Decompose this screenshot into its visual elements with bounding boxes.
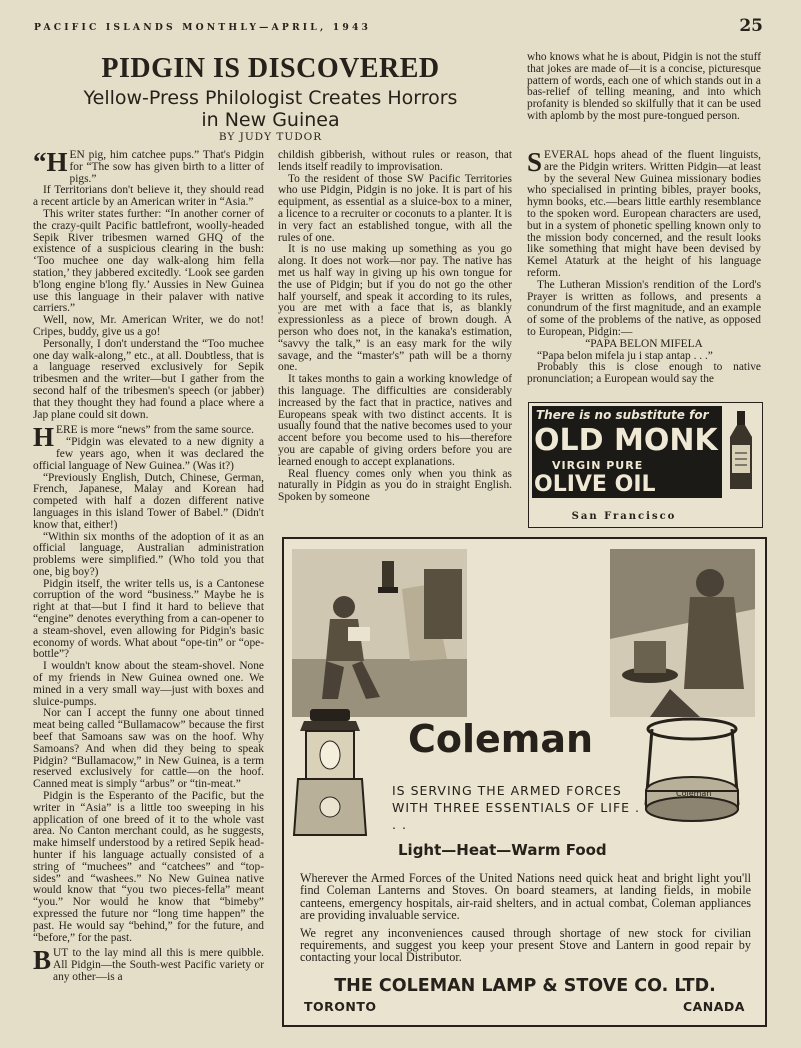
stove-label: Coleman [676, 789, 712, 798]
coleman-body [300, 872, 751, 969]
paragraph: BUT to the lay mind all this is mere quibble. All Pidgin—the South-west Pacific variety or any other—is a [33, 945, 264, 983]
paragraph: “PAPA BELON MIFELA [585, 337, 703, 350]
article-column-2 [278, 150, 512, 528]
paragraph: HERE is more “news” from the same source. [33, 422, 255, 453]
paragraph: Pidgin is the Esperanto of the Pacific, but the writer in “Asia” is a little too sweeping in his application of one breed of it to the whole vast area. No Canton merchant could, as he suggests, make himself understood by a retired Sepik head-hunter if his language actually consisted of a string of “muchees” and “catchees” and “top-sides” and “washees.” No New Guinea native would know that “you two pieces-fella” meant “you.” Nor would he know that “bimeby” expressed the future nor “long time happen” the past. He would say “behind,” for the future, and “before,” for the past. [33, 790, 264, 944]
article-subtitle [34, 87, 507, 131]
article-column-3 [527, 150, 761, 390]
old-monk-descriptor: VIRGIN PURE [552, 459, 644, 472]
coleman-logo: Coleman [408, 717, 594, 761]
old-monk-tagline: There is no substitute for [536, 408, 709, 422]
paragraph: Nor can I accept the funny one about tinned meat being called “Bullamacow” because the first beef that Samoans saw was on the hoof. Why Samoans? And when did they being to speak Pidgin? “Bullamacow,” in New Guinea, is a term reserved exclusively for cattle—on the hoof. Canned meat is simply “arbus” or “tin-meat.” [33, 707, 264, 791]
paragraph: Well, now, Mr. American Writer, we do not! Cripes, buddy, give us a go! [33, 314, 264, 338]
paragraph: Pidgin itself, the writer tells us, is a Cantonese corruption of the word “business.” Maybe he is right at that—but I find it hard to believe that “engine” denotes everything from a can-opener to a steam-shovel, even allowing for Pidgin's basic economy of words. What about “ope-tin” or “ope-bottle”? [33, 577, 264, 661]
paragraph: who knows what he is about, Pidgin is not the stuff that jokes are made of—it is a concise, picturesque pattern of words, each one of which stands out in a bas-relief of telling meaning, and into which profanity is blended so skilfully that it can be used with aplomb by the most pure-tongued person. [527, 52, 761, 122]
paragraph: “Previously English, Dutch, Chinese, German, French, Japanese, Malay and Korean had competed with half a dozen different native languages in this island Tower of Babel.” (Didn't know that, either!) [33, 471, 264, 531]
paragraph: Probably this is close enough to native pronunciation; a European would say the [527, 361, 761, 386]
article-title: PIDGIN IS DISCOVERED [101, 53, 440, 84]
running-head: PACIFIC ISLANDS MONTHLY—APRIL, 1943 [34, 22, 372, 33]
page-number: 25 [739, 16, 763, 36]
drop-cap: H [33, 422, 55, 453]
paragraph: The Lutheran Mission's rendition of the Lord's Prayer is written as follows, and presents a conundrum of the first magnitude, and an example of some of the problems of the native, as opposed to European, Pidgin:— [527, 278, 761, 338]
paragraph: I wouldn't know about the steam-shovel. None of my friends in New Guinea owned one. We mined in a very small way—just with boxes and sluice-pumps. [33, 660, 264, 708]
old-monk-brand: OLD MONK [534, 423, 718, 458]
soldier-reading-illustration [292, 549, 467, 717]
coleman-company-name: THE COLEMAN LAMP & STOVE CO. LTD. [334, 976, 716, 996]
coleman-ad [282, 537, 767, 1027]
article-column-3-top [527, 52, 761, 123]
paragraph: “Pidgin was elevated to a new dignity a few years ago, when it was declared the official language of New Guinea.” (Was it?) [33, 436, 264, 472]
coleman-stove-icon [632, 715, 752, 825]
old-monk-label-band [532, 406, 722, 498]
subtitle-line-1: Yellow-Press Philologist Creates Horrors [83, 87, 458, 109]
olive-oil-bottle-icon [726, 411, 756, 491]
old-monk-city: San Francisco [571, 511, 677, 522]
soldier-stove-illustration [610, 549, 755, 717]
coleman-city-left: TORONTO [304, 999, 377, 1014]
coleman-lantern-icon [290, 709, 370, 839]
paragraph: “Within six months of the adoption of it as an official language, Australian administration problems were simplified.” (Who told you that one, big boy?) [33, 530, 264, 578]
paragraph: SEVERAL hops ahead of the fluent linguists, are the Pidgin writers. Written Pidgin—at least by the several New Guinea missionary bodies who specialised in printing bibles, prayer books, hymn books, etc.—bears little earthly resemblance to the spoken word. European characters are used, but in a system of phonetic spelling known only to the mission body concerned, and the result looks like something that might have been devised by Kemel Ataturk at the height of his language reform. [527, 150, 761, 279]
byline: BY JUDY TUDOR [218, 131, 323, 143]
coleman-body-paragraph-2: We regret any inconveniences caused through shortage of new stock for civilian requirements, and suggest you keep your present Stove and Lantern in good repair by contacting your local Distributor. [300, 925, 751, 965]
drop-cap: B [33, 945, 52, 976]
paragraph: It takes months to gain a working knowledge of this language. The difficulties are considerably increased by the fact that in practice, natives and Europeans speak with two distinct accents. It is usually found that the native becomes used to your accent before you become used to his—therefore you are capable of giving orders before you are learned enough to accept explanations. [278, 373, 512, 468]
coleman-serving-text: IS SERVING THE ARMED FORCES WITH THREE ESSENTIALS OF LIFE . . . [392, 783, 640, 832]
paragraph: Personally, I don't understand the “Too muchee one day walk-along,” etc., at all. Doubtless, that is a language reserved exclusively for Sepik tribesmen and the writer—but I gather from the second half of the tribesmen's speech (or jabber) that they thought they had found a place where a Jap plane could sit down. [33, 337, 264, 421]
drop-cap: S [527, 150, 543, 177]
old-monk-product: OLIVE OIL [534, 472, 656, 497]
old-monk-ad [528, 402, 763, 528]
paragraph: childish gibberish, without rules or reason, that lends itself readily to improvisation. [278, 150, 512, 173]
paragraph: “HEN pig, him catchee pups.” That's Pidgin for “The sow has given birth to a litter of pigs.” [33, 150, 264, 185]
paragraph: This writer states further: “In another corner of the crazy-quilt Pacific battlefront, woolly-headed Sepik River tribesmen warned GHQ of the existence of a suspicious clearing in the bush: ‘Too muchee one day walk-along him fella station,’ they jabbered excitedly. ‘Look see garden b'long engine b'long fly.’ Aussies in New Guinea use this language in their palaver with native carriers.” [33, 207, 264, 315]
coleman-city-right: CANADA [682, 999, 745, 1014]
paragraph: “Papa belon mifela ju i stap antap . . .” [537, 349, 713, 362]
drop-cap: “H [33, 150, 68, 177]
paragraph: To the resident of those SW Pacific Territories who use Pidgin, Pidgin is no joke. It is part of his equipment, as essential as a sluice-box to a miner, a licence to a recruiter or coconuts to a planter. It is in very fact an established tongue, with all the rules of one. [278, 172, 512, 244]
coleman-essentials: Light—Heat—Warm Food [398, 841, 607, 859]
paragraph: Real fluency comes only when you think as naturally in Pidgin as you do in straight English. Spoken by someone [278, 467, 512, 504]
subtitle-line-2: in New Guinea [201, 109, 340, 131]
article-column-1 [33, 150, 264, 1030]
paragraph: If Territorians don't believe it, they should read a recent article by an American writer in “Asia.” [33, 184, 264, 209]
paragraph: It is no use making up something as you go along. It does not work—nor pay. The native has met us half way in giving up his own tongue for the use of Pidgin; but if you do not go the other half yourself, and speak it according to its rules, you are met with a face that is, as blankly expressionless as a piece of brown dough. A person who does not, in the kanaka's estimation, “savvy the talk,” is an easy mark for the wily savage, and the “master's” path will be a thorny one. [278, 243, 512, 374]
coleman-body-paragraph-1: Wherever the Armed Forces of the United Nations need quick heat and bright light you'll find Coleman Lanterns and Stoves. On board steamers, at landing fields, in mobile canteens, emergency hospitals, air-raid shelters, and in actual combat, Coleman appliances are providing invaluable service. [300, 871, 751, 923]
